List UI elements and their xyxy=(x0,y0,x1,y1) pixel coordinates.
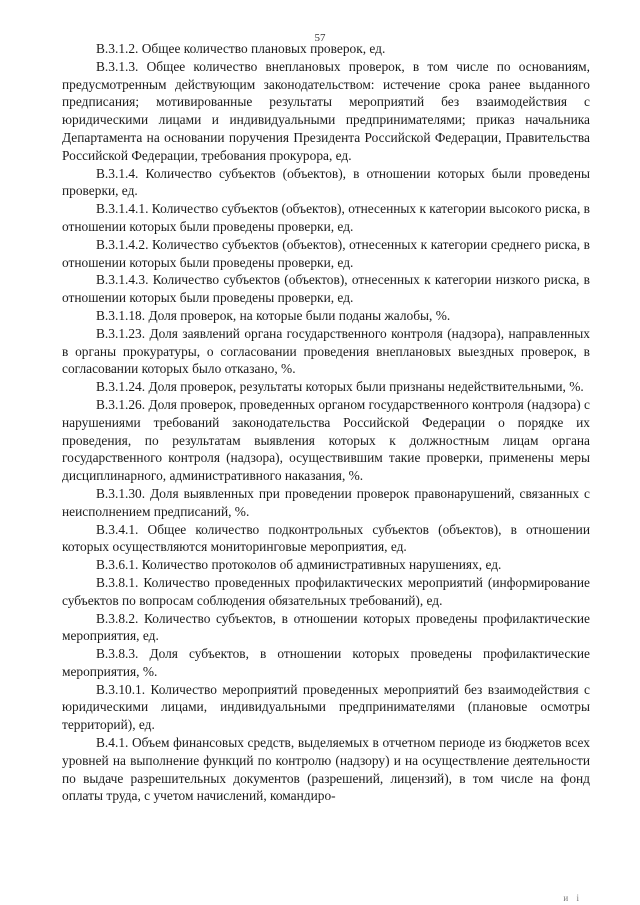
paragraph-b-3-1-4-3: В.3.1.4.3. Количество субъектов (объектов), отнесенных к категории низкого риска, в отношении которых были проведены проверки, ед. xyxy=(62,272,590,306)
corner-mark: и і xyxy=(563,893,582,903)
paragraph-b-3-1-23: В.3.1.23. Доля заявлений органа государственного контроля (надзора), направленных в органы прокуратуры, о согласовании проведения внеплановых выездных проверок, в согласовании которых было отказано, %. xyxy=(62,325,590,377)
document-body xyxy=(62,40,590,805)
paragraph-b-4-1: В.4.1. Объем финансовых средств, выделяемых в отчетном периоде из бюджетов всех уровней на выполнение функций по контролю (надзору) и на осуществление деятельности по выдаче разрешительных документов (разрешений, лицензий), в том числе на фонд оплаты труда, с учетом начислений, командиро- xyxy=(62,735,590,804)
paragraph-b-3-1-4-1: В.3.1.4.1. Количество субъектов (объектов), отнесенных к категории высокого риска, в отношении которых были проведены проверки, ед. xyxy=(62,201,590,234)
paragraph-b-3-8-3: В.3.8.3. Доля субъектов, в отношении которых проведены профилактические мероприятия, %. xyxy=(62,646,590,679)
paragraph-b-3-8-2: В.3.8.2. Количество субъектов, в отношении которых проведены профилактические мероприятия, ед. xyxy=(62,610,590,644)
paragraph-b-3-6-1: В.3.6.1. Количество протоколов об административных нарушениях, ед. xyxy=(96,557,502,573)
page-number: 57 xyxy=(314,32,326,44)
paragraph-b-3-1-24: В.3.1.24. Доля проверок, результаты которых были признаны недействительными, %. xyxy=(96,379,584,395)
paragraph-b-3-1-30: В.3.1.30. Доля выявленных при проведении проверок правонарушений, связанных с неисполнением предписаний, %. xyxy=(62,485,590,519)
paragraph-b-3-4-1: В.3.4.1. Общее количество подконтрольных субъектов (объектов), в отношении которых осуществляются мониторинговые мероприятия, ед. xyxy=(62,521,590,555)
paragraph-b-3-1-4: В.3.1.4. Количество субъектов (объектов), в отношении которых были проведены проверки, ед. xyxy=(62,165,590,199)
paragraph-b-3-1-18: В.3.1.18. Доля проверок, на которые были поданы жалобы, %. xyxy=(96,307,451,323)
paragraph-b-3-10-1: В.3.10.1. Количество мероприятий проведенных мероприятий без взаимодействия с юридическими лицами, индивидуальными предпринимателями (плановые осмотры территорий), ед. xyxy=(62,681,590,733)
paragraph-b-3-1-4-2: В.3.1.4.2. Количество субъектов (объектов), отнесенных к категории среднего риска, в отношении которых были проведены проверки, ед. xyxy=(62,236,590,270)
paragraph-b-3-1-2: В.3.1.2. Общее количество плановых проверок, ед. xyxy=(96,41,386,56)
paragraph-b-3-8-1: В.3.8.1. Количество проведенных профилактических мероприятий (информирование субъектов по вопросам соблюдения обязательных требований), ед. xyxy=(62,574,590,608)
paragraph-b-3-1-26: В.3.1.26. Доля проверок, проведенных органом государственного контроля (надзора) с нарушениями требований законодательства Российской Федерации о порядке их проведения, по результатам выявления которых к должностным лицам органа государственного контроля (надзора), осуществившим такие проверки, применены меры дисциплинарного, административного наказания, %. xyxy=(62,396,590,484)
paragraph-b-3-1-3: В.3.1.3. Общее количество внеплановых проверок, в том числе по основаниям, предусмотренным действующим законодательством: истечение срока ранее выданного предписания; мотивированные результаты мероприятий без взаимодействия с юридическими лицами и индивидуальными предпринимателями; приказ начальника Департамента на основании поручения Президента Российской Федерации, Правительства Российской Федерации, требования прокурора, ед. xyxy=(62,58,590,163)
